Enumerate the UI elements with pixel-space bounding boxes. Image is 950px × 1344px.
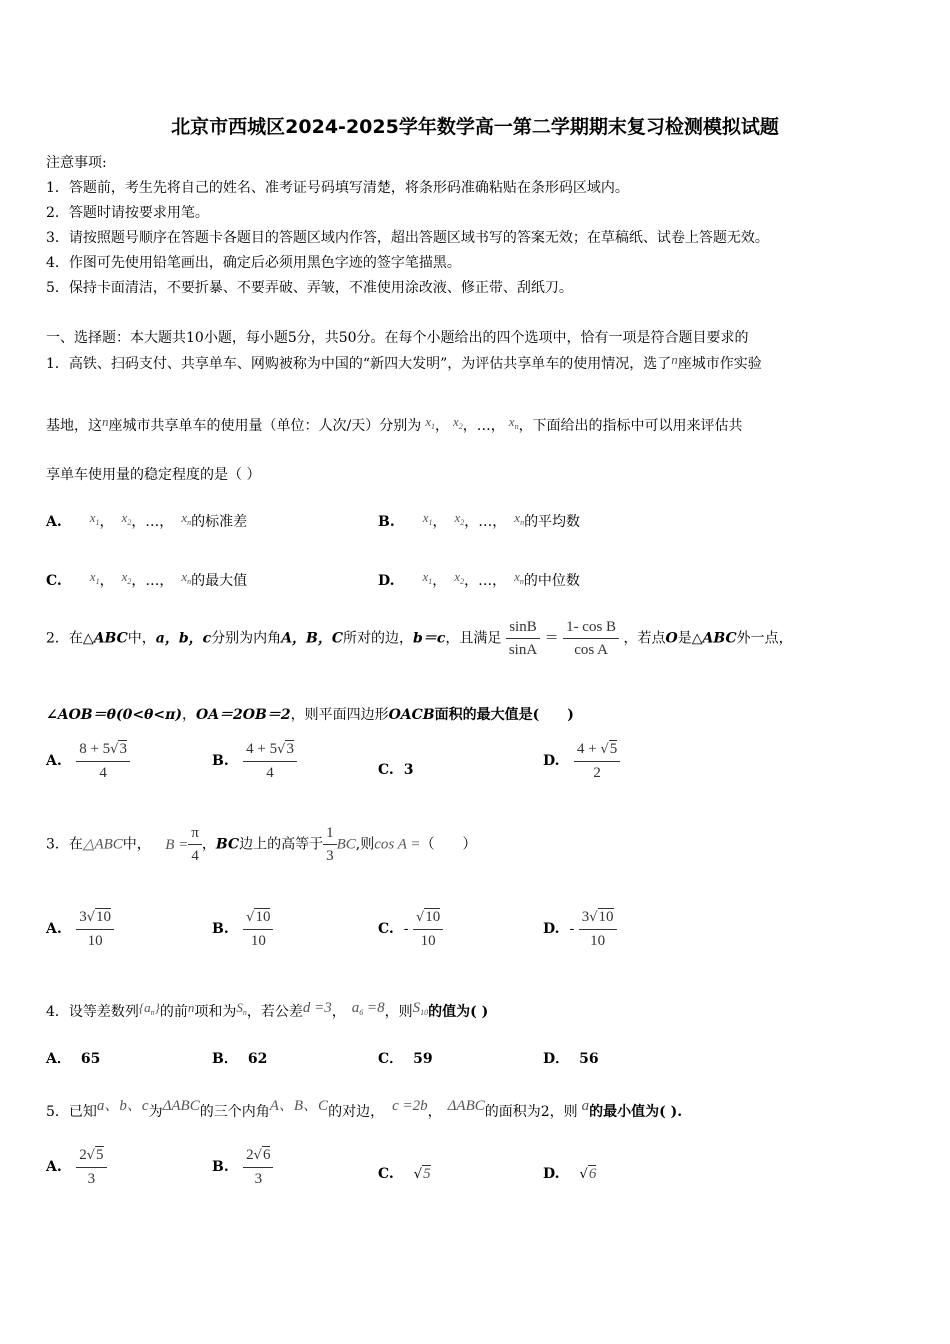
section-heading: 一、选择题：本大题共10小题，每小题5分，共50分。在每个小题给出的四个选项中，恰有一项是符合题目要求的 <box>46 330 749 346</box>
notice-item: 4．作图可先使用铅笔画出，确定后必须用黑色字迹的签字笔描黑。 <box>46 255 461 271</box>
page-title: 北京市西城区2024-2025学年数学高一第二学期期末复习检测模拟试题 <box>171 116 779 138</box>
q5-option-d[interactable]: D. √6 <box>543 1166 597 1182</box>
q3-option-b[interactable]: B. $\frac{√10}{10}$ <box>212 906 273 952</box>
q1-option-b[interactable]: B. $x_1$， $x_2$，…， $x_n$的平均数 <box>378 510 581 530</box>
q5-option-a[interactable]: A. $\frac{2√5}{3}$ <box>46 1144 107 1190</box>
q3-line: 3．在△ABC中， B = $\frac{\pi}{4}$ ，BC边上的高等于 $\frac{1}{3}$ BC,则cos A =（ ） <box>46 822 477 867</box>
q1-line3: 享单车使用量的稳定程度的是（ ） <box>46 467 261 483</box>
q2-line2: ∠AOB＝θ(0<θ<π)，OA＝2OB＝2，则平面四边形OACB面积的最大值是( ) <box>46 707 574 723</box>
q1-text: ，下面给出的指标中可以用来评估共 <box>518 418 743 434</box>
q1-line2: 基地，这n座城市共享单车的使用量（单位：人次/天）分别为 $x_1$， $x_2$，…， $x_n$，下面给出的指标中可以用来评估共 <box>46 414 743 434</box>
q4-option-b[interactable]: B． 62 <box>212 1051 268 1067</box>
q4-option-d[interactable]: D． 56 <box>543 1051 599 1067</box>
q5-option-b[interactable]: B. $\frac{2√6}{3}$ <box>212 1144 273 1190</box>
fraction-cos: $\frac{\text{1- cos B}}{\text{cos A}}$ <box>563 616 619 661</box>
q1-text: 座城市共享单车的使用量（单位：人次/天）分别为 <box>108 418 422 434</box>
notice-heading: 注意事项: <box>46 155 107 171</box>
q2-option-a[interactable]: A. $\frac{8 + 5√3}{4}$ <box>46 738 130 784</box>
q2-line1: 2．在△ABC中，a，b，c分别为内角A，B，C所对的边，b＝c，且满足 $\frac{\sin B}{\sin A}$ ＝ $\frac{\text{1- cos B}}{\text{cos A}}$ ，若点O是△ABC外一点， <box>46 616 793 661</box>
q4-option-c[interactable]: C． 59 <box>378 1051 433 1067</box>
notice-item: 2．答题时请按要求用笔。 <box>46 205 209 221</box>
q1-text: 座城市作实验 <box>677 356 762 372</box>
var-n: n <box>102 414 109 429</box>
q4-line: 4．设等差数列$\{a_n\}$的前n项和为$S_n$，若公差d =3， $a_6 =8$，则$S_{10}$的值为( ) <box>46 1000 489 1020</box>
q1-option-a[interactable]: A. $x_1$， $x_2$，…， $x_n$的标准差 <box>46 510 248 530</box>
notice-item: 1．答题前，考生先将自己的姓名、准考证号码填写清楚，将条形码准确粘贴在条形码区域内。 <box>46 180 629 196</box>
q2-option-b[interactable]: B. $\frac{4 + 5√3}{4}$ <box>212 738 297 784</box>
q5-option-c[interactable]: C. √5 <box>378 1166 431 1182</box>
q2-option-d[interactable]: D. $\frac{4 + √5}{2}$ <box>543 738 620 784</box>
q1-option-c[interactable]: C. $x_1$， $x_2$，…， $x_n$的最大值 <box>46 569 248 589</box>
q1-text: 基地，这 <box>46 418 102 434</box>
notice-item: 3．请按照题号顺序在答题卡各题目的答题区域内作答，超出答题区域书写的答案无效；在草稿纸、试卷上答题无效。 <box>46 230 769 246</box>
notice-item: 5．保持卡面清洁，不要折暴、不要弄破、弄皱，不准使用涂改液、修正带、刮纸刀。 <box>46 280 573 296</box>
var-n: n <box>671 352 678 367</box>
fraction-sinb-sina: $\frac{\sin B}{\sin A}$ <box>506 616 540 661</box>
q1-text: 1．高铁、扫码支付、共享单车、网购被称为中国的“新四大发明”，为评估共享单车的使用情况，选了 <box>46 356 672 372</box>
q2-option-c[interactable]: C. 3 <box>378 762 414 778</box>
q1-option-d[interactable]: D. $x_1$， $x_2$，…， $x_n$的中位数 <box>378 569 580 589</box>
q3-option-c[interactable]: C. - $\frac{√10}{10}$ <box>378 906 443 952</box>
q3-option-d[interactable]: D. - $\frac{3√10}{10}$ <box>543 906 617 952</box>
q1-line1 <box>46 352 762 373</box>
q5-line: 5．已知a、b、c为ΔABC的三个内角A、B、C的对边， c =2b， ΔABC的面积为2，则 a的最小值为( ). <box>46 1098 683 1120</box>
q4-option-a[interactable]: A． 65 <box>46 1051 101 1067</box>
q3-option-a[interactable]: A. $\frac{3√10}{10}$ <box>46 906 114 952</box>
